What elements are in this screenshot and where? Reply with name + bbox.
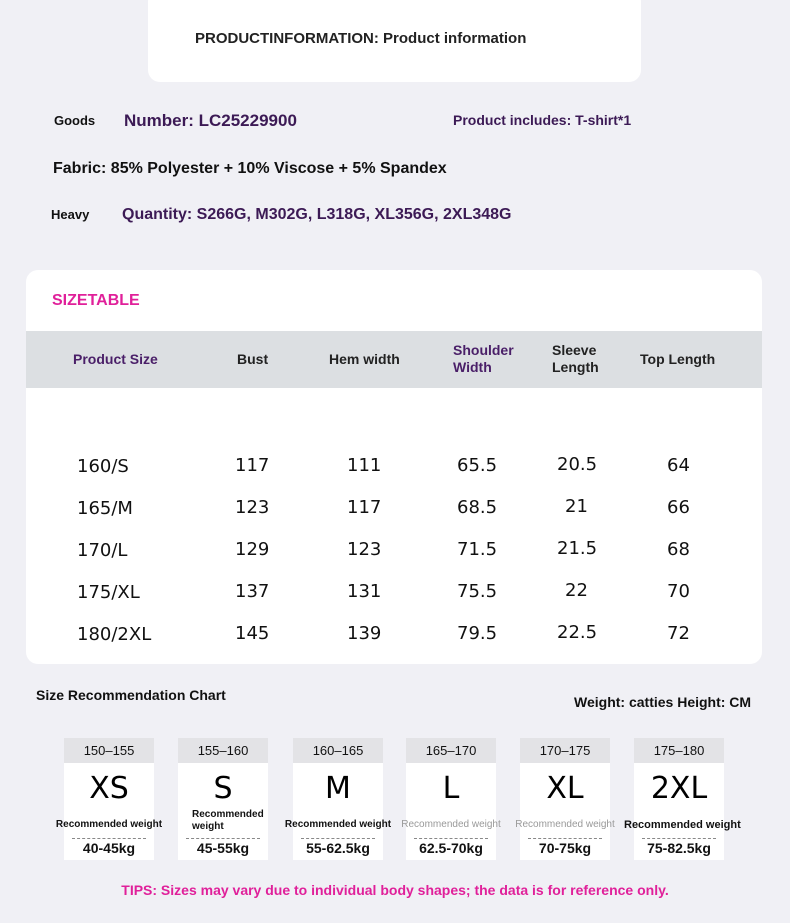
cell-sleeve: 22 (565, 580, 588, 601)
cell-shoulder: 75.5 (457, 581, 498, 602)
size-label: XS (89, 771, 129, 806)
size-table-title: SIZETABLE (52, 292, 140, 309)
cell-length: 72 (667, 623, 690, 644)
header-top-length: Top Length (640, 351, 716, 367)
cell-sleeve: 20.5 (557, 454, 598, 475)
size-height-range: 160–165 (293, 738, 383, 763)
header-bust: Bust (237, 351, 269, 367)
size-card-2xl (624, 738, 741, 860)
size-table-header (26, 331, 762, 388)
cell-size: 160/S (77, 456, 129, 477)
product-info-card (148, 0, 641, 82)
cell-shoulder: 71.5 (457, 539, 498, 560)
product-includes: Product includes: T-shirt*1 (453, 112, 632, 128)
recommended-weight-label: Recommended weight (192, 809, 264, 832)
tips-note: TIPS: Sizes may vary due to individual body shapes; the data is for reference only. (121, 882, 669, 898)
cell-hem: 111 (347, 455, 382, 476)
goods-label: Goods (54, 113, 96, 128)
heavy-label: Heavy (51, 207, 90, 222)
cell-bust: 123 (235, 497, 270, 518)
size-table-card (26, 270, 762, 664)
cell-length: 66 (667, 497, 690, 518)
cell-shoulder: 65.5 (457, 455, 498, 476)
size-label: XL (546, 771, 584, 806)
cell-sleeve: 22.5 (557, 622, 598, 643)
size-label: 2XL (650, 771, 708, 806)
cell-size: 165/M (77, 498, 133, 519)
goods-number: Number: LC25229900 (124, 111, 297, 130)
size-weight: 70-75kg (538, 840, 592, 856)
product-info-heading: PRODUCTINFORMATION: Product information (195, 30, 527, 47)
size-height-range: 150–155 (64, 738, 154, 763)
cell-bust: 145 (235, 623, 270, 644)
size-height-range: 155–160 (178, 738, 268, 763)
size-card-xl (515, 738, 615, 860)
size-weight: 45-55kg (196, 840, 250, 856)
cell-bust: 117 (235, 455, 270, 476)
cell-bust: 129 (235, 539, 270, 560)
cell-hem: 131 (347, 581, 382, 602)
divider (642, 838, 716, 839)
cell-length: 68 (667, 539, 690, 560)
recommended-weight-label: Recommended weight (515, 819, 615, 830)
cell-sleeve: 21 (565, 496, 588, 517)
cell-bust: 137 (235, 581, 270, 602)
size-weight: 40-45kg (82, 840, 136, 856)
cell-hem: 123 (347, 539, 382, 560)
size-card-xs (55, 738, 163, 860)
recommended-weight-label: Recommended weight (55, 819, 163, 830)
recommendation-title: Size Recommendation Chart (36, 687, 226, 703)
divider (301, 838, 375, 839)
header-product-size: Product Size (73, 351, 158, 367)
divider (528, 838, 602, 839)
cell-size: 170/L (77, 540, 128, 561)
header-hem-width: Hem width (329, 351, 400, 367)
recommended-weight-label: Recommended weight (624, 819, 741, 831)
divider (186, 838, 260, 839)
size-label: M (325, 771, 351, 806)
cell-hem: 117 (347, 497, 382, 518)
size-height-range: 165–170 (406, 738, 496, 763)
size-label: S (213, 771, 233, 806)
cell-size: 180/2XL (77, 624, 152, 645)
header-shoulder-width: Shoulder Width (453, 342, 514, 375)
size-card-s (178, 738, 268, 860)
quantity-info: Quantity: S266G, M302G, L318G, XL356G, 2XL348G (122, 206, 512, 223)
cell-shoulder: 79.5 (457, 623, 498, 644)
recommendation-units: Weight: catties Height: CM (574, 694, 752, 710)
cell-length: 70 (667, 581, 690, 602)
divider (72, 838, 146, 839)
size-card-m (284, 738, 392, 860)
size-card-l (401, 738, 501, 860)
cell-hem: 139 (347, 623, 382, 644)
cell-size: 175/XL (77, 582, 140, 603)
size-height-range: 175–180 (634, 738, 724, 763)
size-weight: 62.5-70kg (419, 840, 483, 856)
recommended-weight-label: Recommended weight (284, 819, 392, 830)
cell-length: 64 (667, 455, 690, 476)
size-weight: 55-62.5kg (306, 840, 370, 856)
cell-sleeve: 21.5 (557, 538, 598, 559)
divider (414, 838, 488, 839)
recommended-weight-label: Recommended weight (401, 819, 501, 830)
cell-shoulder: 68.5 (457, 497, 498, 518)
size-height-range: 170–175 (520, 738, 610, 763)
fabric-info: Fabric: 85% Polyester + 10% Viscose + 5% Spandex (53, 160, 447, 177)
size-weight: 75-82.5kg (647, 840, 711, 856)
header-sleeve-length: Sleeve Length (552, 342, 599, 375)
size-label: L (442, 771, 460, 806)
